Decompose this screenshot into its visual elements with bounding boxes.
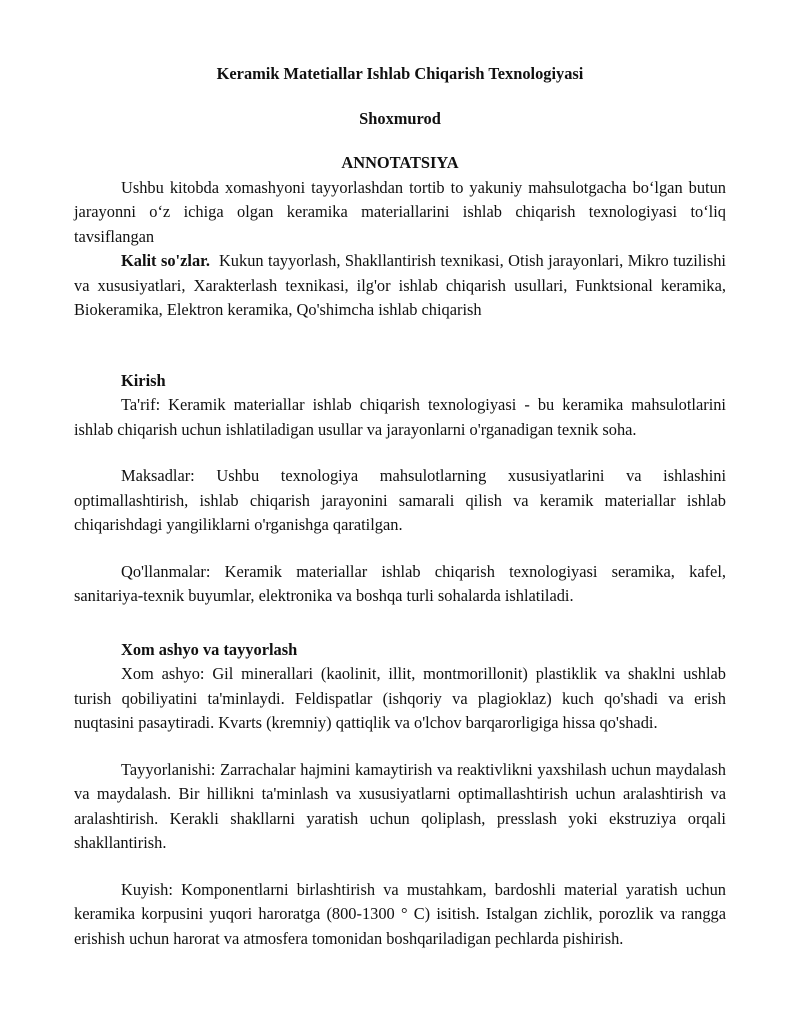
keywords-text: Kukun tayyorlash, Shakllantirish texnikasi, Otish jarayonlari, Mikro tuzilishi va xususiyatlari, Xarakterlash texnikasi, ilg'or ishlab chiqarish usullari, Funktsional keramika, Biokeramika, Elektron keramika, Qo'shimcha ishlab chiqarish	[74, 251, 726, 319]
document-title: Keramik Matetiallar Ishlab Chiqarish Texnologiyasi	[216, 64, 584, 83]
intro-goals: Maksadlar: Ushbu texnologiya mahsulotlarning xususiyatlarini va ishlashini optimallashtirish, ishlab chiqarish jarayonini samarali qilish va keramik materiallar ishlab chiqarishdagi yangiliklarni o'rganishga qaratilgan.	[74, 466, 726, 534]
preparation-paragraph: Tayyorlanishi: Zarrachalar hajmini kamaytirish va reaktivlikni yaxshilash uchun maydalash va maydalash. Bir hillikni ta'minlash va xususiyatlarni optimallashtirish uchun aralashtirish va aralashtirish. Kerakli shakllarni yaratish uchun qoliplash, presslash yoki ekstruziya orqali shakllantirish.	[74, 759, 726, 852]
intro-heading: Kirish	[121, 370, 166, 390]
annotation-heading: ANNOTATSIYA	[341, 153, 459, 172]
annotation-paragraph: Ushbu kitobda xomashyoni tayyorlashdan tortib to yakuniy mahsulotgacha bo‘lgan butun jarayonni o‘z ichiga olgan keramika materiallarini ishlab chiqarish texnologiyasi to‘liq tavsiflangan	[74, 177, 726, 246]
document-author: Shoxmurod	[359, 108, 441, 128]
keywords-paragraph	[74, 249, 726, 323]
keywords-label: Kalit so'zlar.	[121, 251, 211, 270]
raw-materials-heading: Xom ashyo va tayyorlash	[121, 639, 298, 659]
raw-materials-paragraph: Xom ashyo: Gil minerallari (kaolinit, illit, montmorillonit) plastiklik va shaklni ushlab turish qobiliyatini ta'minlaydi. Feldispatlar (ishqoriy va plagioklaz) kuch qo'shadi va erish nuqtasini pasaytiradi. Kvarts (kremniy) qattiqlik va o'lchov barqarorligiga hissa qo'shadi.	[74, 664, 726, 732]
intro-applications: Qo'llanmalar: Keramik materiallar ishlab chiqarish texnologiyasi seramika, kafel, sanitariya-texnik buyumlar, elektronika va boshqa turli sohalarda ishlatiladi.	[74, 561, 726, 605]
document-body	[74, 62, 726, 951]
intro-definition: Ta'rif: Keramik materiallar ishlab chiqarish texnologiyasi - bu keramika mahsulotlarini ishlab chiqarish uchun ishlatiladigan usullar va jarayonlarni o'rganadigan texnik soha.	[74, 395, 726, 439]
firing-paragraph: Kuyish: Komponentlarni birlashtirish va mustahkam, bardoshli material yaratish uchun keramika korpusini yuqori haroratga (800-1300 ° C) isitish. Istalgan zichlik, porozlik va rangga erishish uchun harorat va atmosfera tomonidan boshqariladigan pechlarda pishirish.	[74, 879, 726, 948]
